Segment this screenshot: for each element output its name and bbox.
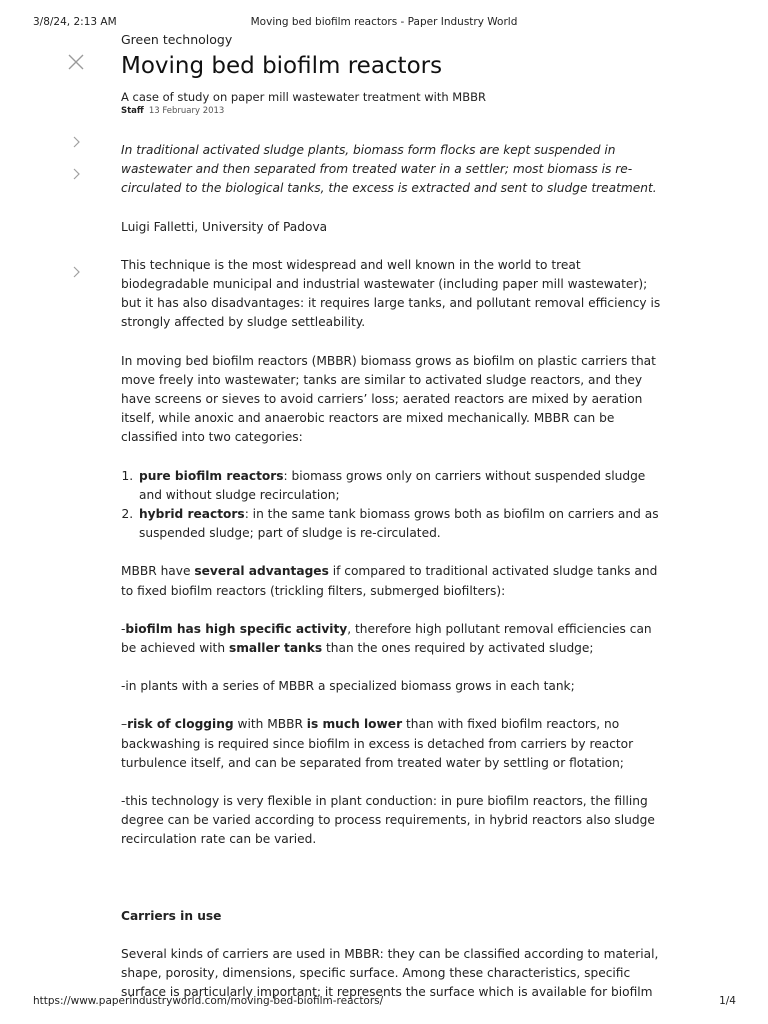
list-item [137,467,661,505]
paragraph: This technique is the most widespread and well known in the world to treat biodegradable municipal and industrial wastewater (including paper mill wastewater); but it has also disadvantages: it requires large tanks, and pollutant removal efficiency is strongly affected by sludge settleability. [121,257,661,330]
emphasis: several advantages [194,564,329,579]
section-heading: Carriers in use [121,908,222,923]
text-run: than the ones required by activated sludge; [322,641,594,656]
article [121,32,661,1003]
paragraph: Several kinds of carriers are used in MBBR: they can be classified according to material, shape, porosity, dimensions, specific surface. Among these characteristics, specific surface is particularly important: it represents the surface which is available for biofilm [121,946,659,1000]
chevron-right-icon[interactable] [70,134,84,150]
chevron-right-icon[interactable] [70,166,84,182]
text-run: , therefore high pollutant removal efficiencies can be achieved with [121,621,652,656]
print-url[interactable]: https://www.paperindustryworld.com/moving-bed-biofilm-reactors/ [33,995,384,1007]
print-page-title: Moving bed biofilm reactors - Paper Industry World [250,16,518,28]
author-name[interactable]: Staff [121,106,144,116]
text-run: MBBR have [121,564,195,579]
text-run: – [121,717,128,732]
paragraph [121,562,661,600]
list-item-text: : in the same tank biomass grows both as biofilm on carriers and as suspended sludge; part of sludge is re-circulated. [139,507,659,541]
article-body [121,141,661,1003]
advantage-item [121,620,661,658]
article-subtitle: A case of study on paper mill wastewater treatment with MBBR [121,90,486,104]
article-title: Moving bed biofilm reactors [121,53,443,79]
author-credit: Luigi Falletti, University of Padova [121,219,328,234]
byline [121,105,661,117]
lead-paragraph: In traditional activated sludge plants, biomass form flocks are kept suspended in wastewater and then separated from treated water in a settler; most biomass is re-circulated to the biological tanks, the excess is extracted and sent to sludge treatment. [121,143,657,196]
reactor-categories-list [121,467,661,544]
list-item-text: : biomass grows only on carriers without suspended sludge and without sludge recirculation; [139,468,646,502]
text-run: if compared to traditional activated sludge tanks and to fixed biofilm reactors (trickling filters, submerged biofilters): [121,564,658,598]
text-run: - [121,621,126,636]
emphasis: smaller tanks [228,641,323,656]
advantage-item: -this technology is very flexible in plant conduction: in pure biofilm reactors, the filling degree can be varied according to process requirements, in hybrid reactors also sludge recirculation rate can be varied. [121,794,655,847]
emphasis: is much lower [306,717,403,732]
text-run: than with fixed biofilm reactors, no backwashing is required since biofilm in excess is detached from carriers by reactor turbulence itself, and can be separated from treated water by settling or flotation; [121,717,634,770]
chevron-right-icon[interactable] [70,264,84,280]
advantage-item: -in plants with a series of MBBR a specialized biomass grows in each tank; [121,679,575,694]
list-item [137,505,661,543]
publish-date: 13 February 2013 [148,106,225,116]
emphasis: biofilm has high specific activity [125,621,348,636]
emphasis: risk of clogging [127,717,234,732]
article-category[interactable]: Green technology [121,32,233,47]
print-page-number: 1/4 [719,995,736,1007]
list-item-term: hybrid reactors [139,507,245,522]
text-run: with MBBR [233,717,307,732]
close-icon[interactable] [64,50,88,74]
advantage-item [121,715,661,773]
list-item-term: pure biofilm reactors [139,468,284,483]
paragraph: In moving bed biofilm reactors (MBBR) biomass grows as biofilm on plastic carriers that move freely into wastewater; tanks are similar to activated sludge reactors, and they have screens or sieves to avoid carriers’ loss; aerated reactors are mixed by aeration itself, while anoxic and anaerobic reactors are mixed mechanically. MBBR can be classified into two categories: [121,353,656,445]
print-datetime: 3/8/24, 2:13 AM [33,16,117,28]
